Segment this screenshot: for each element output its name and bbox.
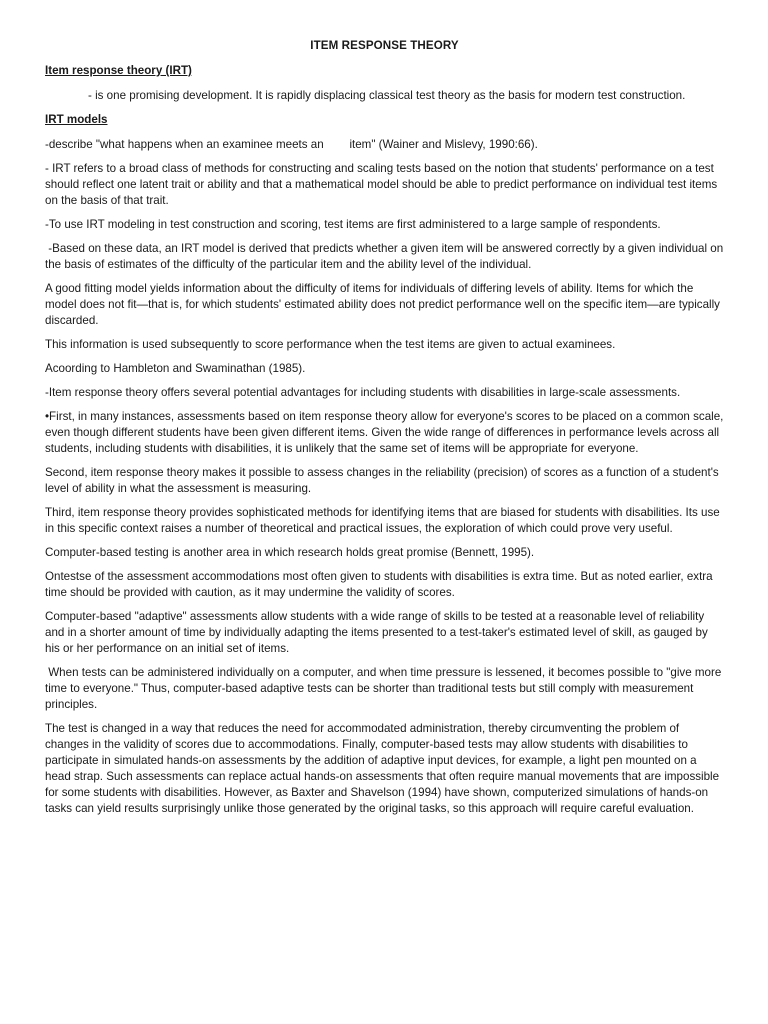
paragraph-irt-definition: - IRT refers to a broad class of methods for constructing and scaling tests based on the notion that students' performance on a test should reflect one latent trait or ability and that a mathematical model should be able to predict performance on individual test items on the basis of that trait.	[45, 162, 718, 207]
intro-paragraph: - is one promising development. It is rapidly displacing classical test theory as the basis for modern test construction.	[88, 89, 686, 102]
paragraph-scoring: This information is used subsequently to score performance when the test items are given to actual examinees.	[45, 338, 616, 351]
paragraph-first: •First, in many instances, assessments based on item response theory allow for everyone's scores to be placed on a common scale, even though different students have been given different items. Given the wide range of differences in performance levels across all students, including students with disabilities, it is unlikely that the same set of items will be appropriate for everyone.	[45, 410, 724, 455]
paragraph-third: Third, item response theory provides sophisticated methods for identifying items that are biased for students with disabilities. Its use in this specific context raises a number of theoretical and practical issues, the exploration of which could prove very useful.	[45, 506, 720, 535]
document-title: ITEM RESPONSE THEORY	[310, 39, 459, 52]
paragraph-good-fit: A good fitting model yields information about the difficulty of items for individuals of differing levels of ability. Items for which the model does not fit—that is, for which students' estimated ability does not predict performance well on the specific item—are typically discarded.	[45, 282, 720, 327]
paragraph-second: Second, item response theory makes it possible to assess changes in the reliability (precision) of scores as a function of a student's level of ability in what the assessment is measuring.	[45, 466, 719, 495]
paragraph-test-changed: The test is changed in a way that reduces the need for accommodated administration, thereby circumventing the problem of changes in the validity of scores due to accommodations. Finally, computer-based tests may allow students with disabilities to participate in simulated hands-on assessments by the addition of adaptive input devices, for example, a light pen mounted on a head strap. Such assessments can replace actual hands-on assessments that often require manual movements that are impossible for some students with disabilities. However, as Baxter and Shavelson (1994) have shown, computerized simulations of hands-on tasks can yield results surprisingly unlike those generated by the original tasks, so this approach will require careful evaluation.	[45, 722, 720, 815]
paragraph-advantages: -Item response theory offers several potential advantages for including students with disabilities in large-scale assessments.	[45, 386, 681, 399]
paragraph-computer-based: Computer-based testing is another area in which research holds great promise (Bennett, 1995).	[45, 546, 535, 559]
heading-irt-models: IRT models	[45, 113, 108, 126]
paragraph-describe: -describe "what happens when an examinee meets an item" (Wainer and Mislevy, 1990:66).	[45, 138, 538, 151]
paragraph-adaptive: Computer-based "adaptive" assessments allow students with a wide range of skills to be tested at a reasonable level of reliability and in a shorter amount of time by individually adapting the items presented to a test-taker's estimated level of skill, as gauged by his or her performance on an initial set of items.	[45, 610, 708, 655]
paragraph-time-pressure: When tests can be administered individually on a computer, and when time pressure is lessened, it becomes possible to "give more time to everyone." Thus, computer-based adaptive tests can be shorter than traditional tests but still comply with measurement principles.	[45, 666, 725, 711]
paragraph-extra-time: Ontestse of the assessment accommodations most often given to students with disabilities is extra time. But as noted earlier, extra time should be provided with caution, as it may undermine the validity of scores.	[45, 570, 713, 599]
paragraph-model-derived: -Based on these data, an IRT model is derived that predicts whether a given item will be answered correctly by a given individual on the basis of estimates of the difficulty of the particular item and the ability level of the individual.	[45, 242, 727, 271]
paragraph-administration: -To use IRT modeling in test construction and scoring, test items are first administered to a large sample of respondents.	[45, 218, 661, 231]
paragraph-citation: Acoording to Hambleton and Swaminathan (1985).	[45, 362, 306, 375]
heading-irt: Item response theory (IRT)	[45, 64, 192, 77]
